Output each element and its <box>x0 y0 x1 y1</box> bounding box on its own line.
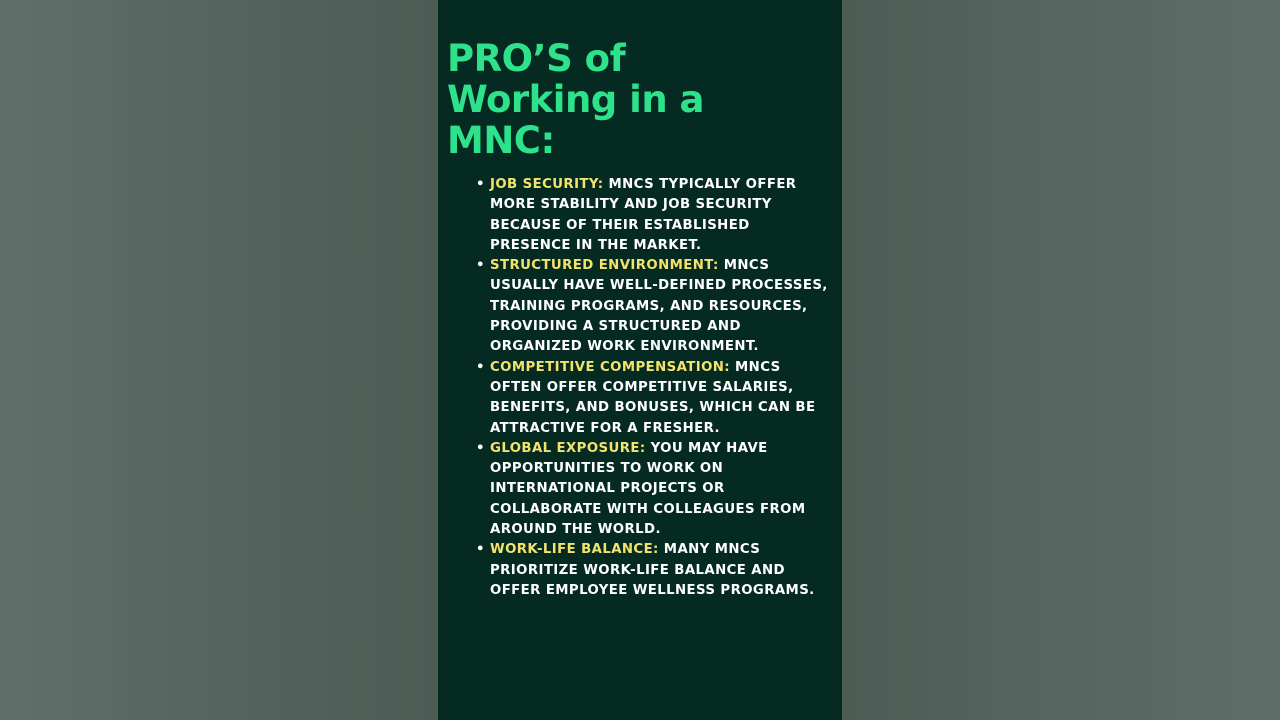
bullet-icon: • <box>476 359 485 375</box>
right-backdrop <box>842 0 1280 720</box>
title-line-1: PRO’S of <box>447 37 626 80</box>
pros-list <box>476 175 828 601</box>
bullet-icon: • <box>476 177 485 192</box>
list-item-global-exposure <box>476 439 828 540</box>
pro-description: MNCS USUALLY HAVE WELL-DEFINED PROCESSES, TRAINING PROGRAMS, AND RESOURCES, PROVIDING A STRUCTURED AND ORGANIZED WORK ENVIRONMENT. <box>490 258 828 355</box>
bullet-icon: • <box>476 258 485 274</box>
pro-term: GLOBAL EXPOSURE: <box>490 440 646 456</box>
pro-description: MNCS TYPICALLY OFFER MORE STABILITY AND JOB SECURITY BECAUSE OF THEIR ESTABLISHED PRESENCE IN THE MARKET. <box>490 177 797 253</box>
page-title <box>447 38 827 161</box>
list-item-job-security <box>476 175 828 256</box>
list-item-work-life-balance <box>476 540 828 601</box>
left-backdrop <box>0 0 438 720</box>
title-line-3: MNC: <box>447 119 555 162</box>
bullet-icon: • <box>476 440 485 456</box>
pro-term: WORK-LIFE BALANCE: <box>490 542 659 558</box>
slide-panel <box>438 0 842 720</box>
pro-term: COMPETITIVE COMPENSATION: <box>490 359 731 375</box>
list-item-competitive-compensation <box>476 358 828 439</box>
pro-description: YOU MAY HAVE OPPORTUNITIES TO WORK ON INTERNATIONAL PROJECTS OR COLLABORATE WITH COLLEAGUES FROM AROUND THE WORLD. <box>490 440 806 538</box>
pro-term: JOB SECURITY: <box>490 177 604 192</box>
list-item-structured-environment <box>476 256 828 357</box>
pro-description: MANY MNCS PRIORITIZE WORK-LIFE BALANCE AND OFFER EMPLOYEE WELLNESS PROGRAMS. <box>490 542 815 598</box>
bullet-icon: • <box>476 542 485 558</box>
pro-description: MNCS OFTEN OFFER COMPETITIVE SALARIES, BENEFITS, AND BONUSES, WHICH CAN BE ATTRACTIVE FOR A FRESHER. <box>490 359 816 436</box>
pro-term: STRUCTURED ENVIRONMENT: <box>490 258 719 274</box>
title-line-2: Working in a <box>447 78 705 121</box>
